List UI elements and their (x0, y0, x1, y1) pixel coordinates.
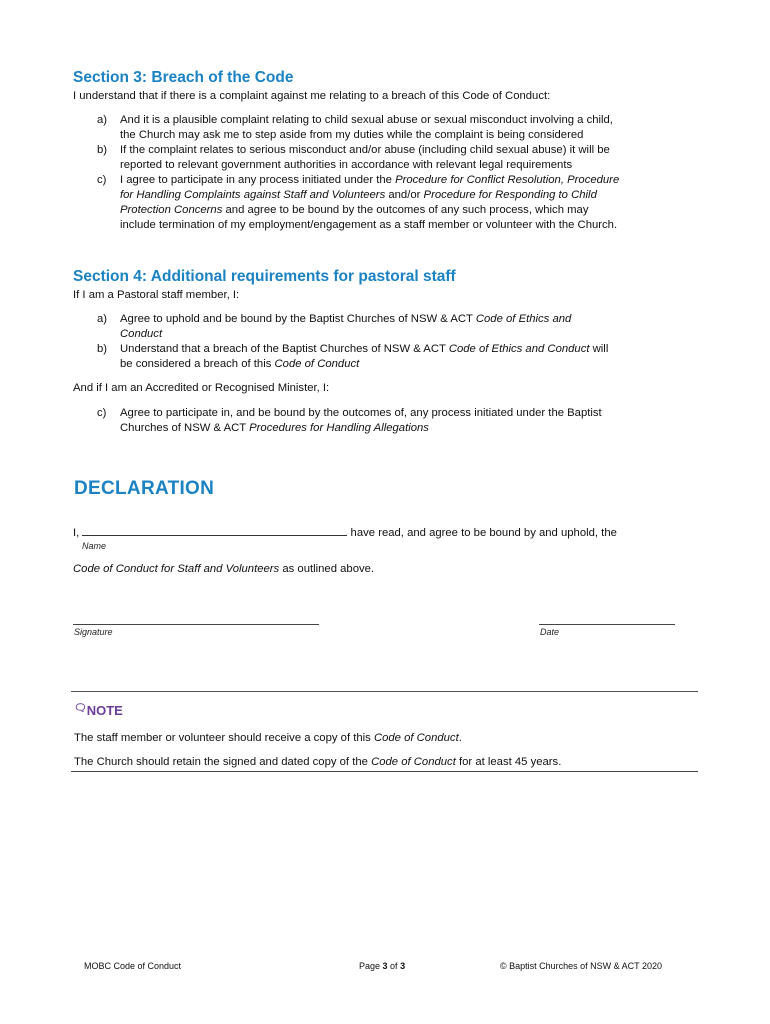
item-italic: Code of Conduct (274, 358, 360, 370)
declaration-text: as outlined above. (279, 563, 375, 575)
note-text: The Church should retain the signed and dated copy of the (74, 756, 372, 768)
signature-field[interactable] (73, 624, 319, 625)
item-italic: Procedures for Handling Allegations (249, 422, 429, 434)
declaration-heading: DECLARATION (74, 478, 215, 499)
note-italic: Code of Conduct (373, 732, 459, 744)
note-italic: Code of Conduct (371, 756, 456, 768)
note-heading: NOTE (86, 703, 123, 718)
item-italic: Code of Ethics and (475, 313, 572, 325)
page-total: 3 (400, 961, 406, 971)
item-text: Understand that a breach of the Baptist Churches of NSW & ACT (120, 343, 449, 355)
item-italic: Procedure for Conflict Resolution, Procedure (395, 174, 620, 186)
list-label: c) (97, 407, 107, 419)
item-italic: for Handling Complaints against Staff and Volunteers (120, 189, 386, 201)
name-label: Name (82, 541, 107, 551)
item-italic: Procedure for Responding to Child (423, 189, 597, 201)
declaration-line2 (73, 562, 374, 577)
page-number (359, 961, 405, 971)
item-text: Churches of NSW & ACT (120, 422, 250, 434)
item-text: and agree to be bound by the outcomes of any such process, which may (222, 204, 589, 216)
note-icon: 🗨 (74, 703, 87, 714)
section-4-intro: If I am a Pastoral staff member, I: (73, 289, 240, 301)
item-italic: Conduct (120, 328, 163, 340)
section-4-heading: Section 4: Additional requirements for pastoral staff (73, 268, 456, 285)
page-current: 3 (382, 961, 388, 971)
item-text: and/or (385, 189, 424, 201)
minister-intro: And if I am an Accredited or Recognised Minister, I: (73, 382, 330, 394)
date-label: Date (540, 627, 560, 637)
item-text: If the complaint relates to serious misconduct and/or abuse (including child sexual abuse) it will be (120, 144, 610, 156)
item-text: Agree to participate in, and be bound by the outcomes of, any process initiated under the Baptist (120, 407, 602, 419)
note-text: The staff member or volunteer should receive a copy of this (74, 732, 374, 744)
item-italic: Protection Concerns (120, 204, 223, 216)
note-line-1 (74, 731, 462, 746)
item-text: I agree to participate in any process initiated under the (120, 174, 396, 186)
footer-right: © Baptist Churches of NSW & ACT 2020 (500, 961, 663, 971)
date-field[interactable] (539, 624, 675, 625)
list-label: a) (97, 313, 108, 325)
declaration-italic: Code of Conduct for Staff and Volunteers (73, 563, 280, 575)
section-3-intro: I understand that if there is a complaint against me relating to a breach of this Code of Conduct: (73, 90, 551, 102)
declaration-sentence (73, 525, 693, 541)
declaration-suffix: have read, and agree to be bound by and uphold, the (347, 527, 617, 539)
page-mid: of (387, 961, 401, 971)
item-text: the Church may ask me to step aside from my duties while the complaint is being considered (120, 129, 584, 141)
item-text: include termination of my employment/engagement as a staff member or volunteer with the Church. (120, 219, 618, 231)
footer-left: MOBC Code of Conduct (84, 961, 182, 971)
list-label: b) (97, 343, 108, 355)
note-text: . (458, 732, 462, 744)
list-label: c) (97, 174, 107, 186)
item-text: reported to relevant government authorities in accordance with relevant legal requirements (120, 159, 573, 171)
list-label: b) (97, 144, 108, 156)
note-line-2 (74, 755, 561, 770)
item-text: be considered a breach of this (120, 358, 275, 370)
item-text: Agree to uphold and be bound by the Baptist Churches of NSW & ACT (120, 313, 476, 325)
name-field[interactable] (82, 525, 347, 536)
item-text: will (589, 343, 609, 355)
page-prefix: Page (359, 961, 383, 971)
item-italic: Code of Ethics and Conduct (448, 343, 590, 355)
note-text: for at least 45 years. (455, 756, 562, 768)
section-3-heading: Section 3: Breach of the Code (73, 69, 294, 86)
note-top-rule (71, 691, 698, 692)
item-text: And it is a plausible complaint relating to child sexual abuse or sexual misconduct involving a child, (120, 114, 613, 126)
note-heading-row (74, 703, 123, 718)
note-bottom-rule (71, 771, 698, 772)
signature-label: Signature (74, 627, 113, 637)
declaration-prefix: I, (73, 527, 83, 539)
list-label: a) (97, 114, 108, 126)
